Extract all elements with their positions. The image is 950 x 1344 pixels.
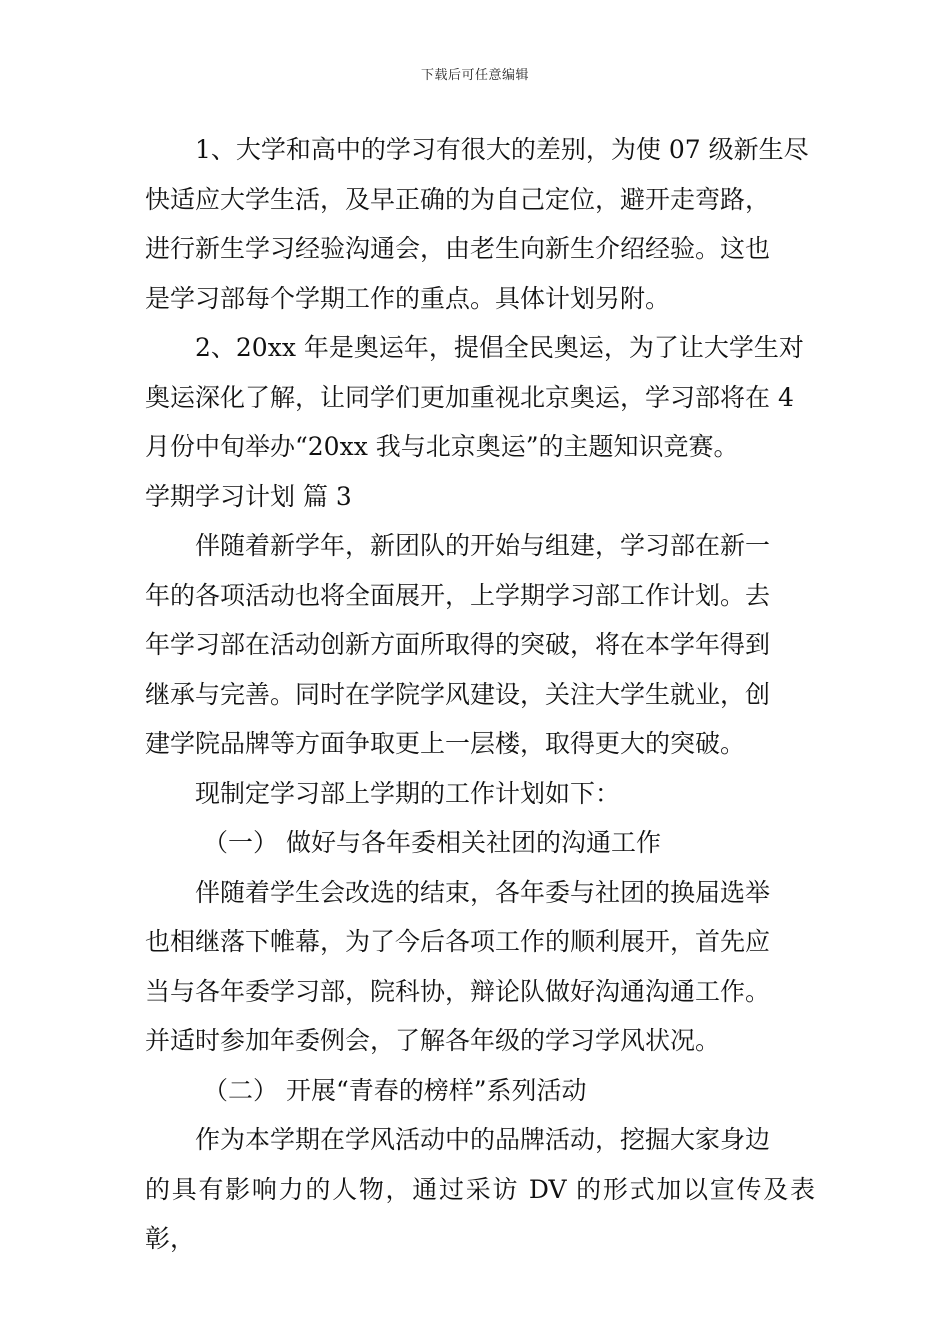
- paragraph-line: 进行新生学习经验沟通会，由老生向新生介绍经验。这也: [145, 234, 771, 263]
- paragraph-intro: [145, 521, 815, 769]
- paragraph-item-2: [145, 323, 815, 472]
- paragraph-line: 2、20xx 年是奥运年，提倡全民奥运，为了让大学生对: [195, 333, 804, 362]
- document-body: [145, 125, 815, 1264]
- paragraph-communication: [145, 868, 815, 1066]
- paragraph-line: 伴随着新学年，新团队的开始与组建，学习部在新一: [195, 531, 771, 560]
- paragraph-line: 继承与完善。同时在学院学风建设，关注大学生就业，创: [145, 679, 771, 709]
- paragraph-line: 是学习部每个学期工作的重点。具体计划另附。: [145, 283, 671, 313]
- heading-text: 学期学习计划 篇 3: [145, 481, 352, 511]
- paragraph-role-models: [145, 1115, 815, 1264]
- paragraph-item-1: [145, 125, 815, 323]
- paragraph-line: 也相继落下帷幕，为了今后各项工作的顺利展开，首先应: [145, 927, 771, 956]
- paragraph-line: 月份中旬举办“20xx 我与北京奥运”的主题知识竞赛。: [145, 432, 739, 461]
- page-header: 下载后可任意编辑: [420, 68, 529, 83]
- subheading-text: （二） 开展“青春的榜样”系列活动: [203, 1075, 587, 1105]
- paragraph-line: 奥运深化了解，让同学们更加重视北京奥运，学习部将在 4: [145, 382, 794, 412]
- paragraph-line: 的具有影响力的人物，通过采访 DV 的形式加以宣传及表彰，: [145, 1174, 815, 1253]
- paragraph-line: 年的各项活动也将全面展开，上学期学习部工作计划。去: [145, 580, 771, 610]
- subheading-text: （一） 做好与各年委相关社团的沟通工作: [203, 828, 661, 857]
- paragraph-line: 1、大学和高中的学习有很大的差别，为使 07 级新生尽: [195, 135, 809, 164]
- paragraph-plan-lead: [145, 769, 815, 819]
- paragraph-line: 作为本学期在学风活动中的品牌活动，挖掘大家身边: [195, 1125, 771, 1154]
- paragraph-line: 年学习部在活动创新方面所取得的突破，将在本学年得到: [145, 630, 771, 659]
- subheading-one: [145, 818, 815, 868]
- paragraph-line: 当与各年委学习部，院科协，辩论队做好沟通沟通工作。: [145, 976, 771, 1006]
- paragraph-line: 现制定学习部上学期的工作计划如下：: [195, 778, 621, 808]
- section-heading: [145, 472, 815, 522]
- paragraph-line: 建学院品牌等方面争取更上一层楼，取得更大的突破。: [145, 729, 746, 758]
- paragraph-line: 伴随着学生会改选的结束，各年委与社团的换届选举: [195, 877, 771, 907]
- paragraph-line: 并适时参加年委例会，了解各年级的学习学风状况。: [145, 1026, 721, 1055]
- paragraph-line: 快适应大学生活，及早正确的为自己定位，避开走弯路，: [145, 184, 771, 214]
- subheading-two: [145, 1066, 815, 1116]
